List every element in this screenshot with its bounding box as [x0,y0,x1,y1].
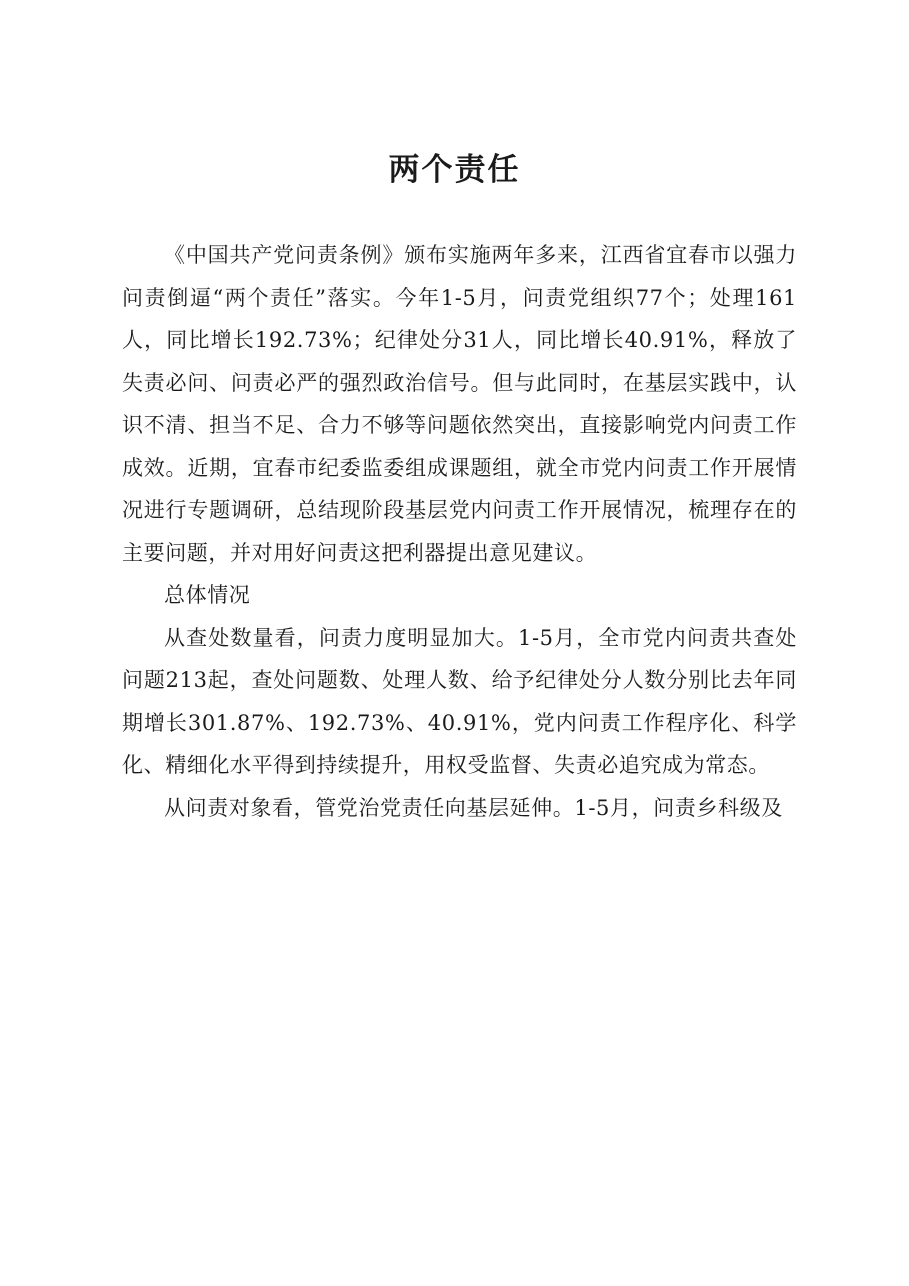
document-title: 两个责任 [388,152,521,188]
paragraph-case-volume: 从查处数量看，问责力度明显加大。1-5月，全市党内问责共查处问题213起，查处问题数、处理人数、给予纪律处分人数分别比去年同期增长301.87%、192.73%、40.91%，党内问责工作程序化、科学化、精细化水平得到持续提升，用权受监督、失责必追究成为常态。 [122,625,797,777]
paragraph-intro: 《中国共产党问责条例》颁布实施两年多来，江西省宜春市以强力问责倒逼“两个责任”落实。今年1-5月，问责党组织77个；处理161人，同比增长192.73%；纪律处分31人，同比增长40.91%，释放了失责必问、问责必严的强烈政治信号。但与此同时，在基层实践中，认识不清、担当不足、合力不够等问题依然突出，直接影响党内问责工作成效。近期，宜春市纪委监委组成课题组，就全市党内问责工作开展情况进行专题调研，总结现阶段基层党内问责工作开展情况，梳理存在的主要问题，并对用好问责这把利器提出意见建议。 [122,243,797,565]
document-body [122,234,797,829]
paragraph-accountability-targets: 从问责对象看，管党治党责任向基层延伸。1-5月，问责乡科级及 [164,795,783,820]
section-heading-overall: 总体情况 [164,583,251,607]
